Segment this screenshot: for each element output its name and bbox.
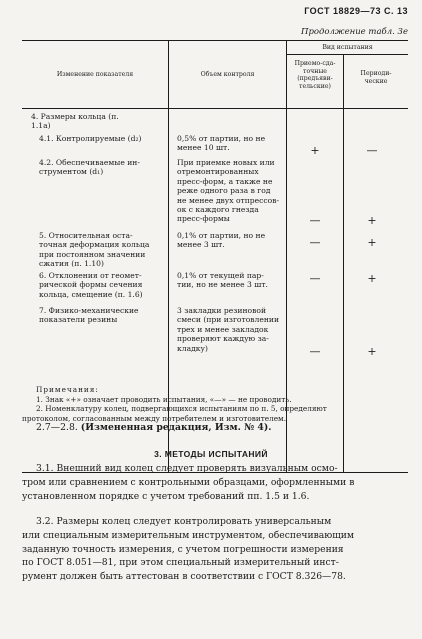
table-row-scope: 3 закладки резиновой смеси (при изготовлении трех и менее закладок проверяют каждую за- кладку) bbox=[177, 306, 280, 353]
table-notes bbox=[22, 385, 411, 423]
col-header-acceptance: Приемо-сда- точные (предъяви- тельские) bbox=[294, 60, 336, 90]
table-continuation-caption: Продолжение табл. 3е bbox=[301, 27, 408, 37]
note-2: 2. Номенклатуру колец, подвергающихся испытаниям по п. 5, определяют bbox=[36, 404, 327, 413]
table-row-indicator: 5. Относительная оста- точная деформация кольца при постоянном значении сжатия (п. 1.10) bbox=[39, 231, 150, 269]
col-header-test-kind: Вид испытания bbox=[322, 44, 373, 51]
amendment-note bbox=[36, 422, 272, 433]
table-top-rule bbox=[22, 40, 408, 41]
section-title: 3. МЕТОДЫ ИСПЫТАНИЙ bbox=[154, 449, 268, 459]
note-2-cont: протоколом, согласованным между потребителем и изготовителем. bbox=[22, 413, 287, 423]
acceptance-mark: — bbox=[309, 272, 321, 285]
table-row-indicator: 4. Размеры кольца (п. 1.1а) bbox=[31, 112, 119, 131]
acceptance-mark: — bbox=[309, 345, 321, 358]
periodic-mark: + bbox=[367, 272, 377, 285]
table-header-rule bbox=[22, 108, 408, 109]
table-row-indicator: 4.2. Обеспечиваемые ин- струментом (d₁) bbox=[39, 158, 140, 177]
periodic-mark: + bbox=[367, 214, 377, 227]
periodic-mark: + bbox=[367, 236, 377, 249]
table-row-scope: 0,1% от партии, но не менее 3 шт. bbox=[177, 231, 266, 250]
notes-title: Примечания: bbox=[36, 385, 99, 394]
table-row-scope: При приемке новых или отремонтированных пресс-форм, а также не реже одного раза в год не менее двух отпрессов- ок с каждого гнезда пресс-формы bbox=[177, 158, 280, 224]
table-row-indicator: 4.1. Контролируемые (d₂) bbox=[39, 134, 142, 143]
col-header-indicator: Изменение показателя bbox=[56, 71, 134, 78]
table-row-scope: 0,1% от текущей пар- тии, но не менее 3 шт. bbox=[177, 271, 268, 290]
page-header: ГОСТ 18829—73 С. 13 bbox=[304, 6, 408, 16]
test-kind-rule bbox=[286, 54, 408, 55]
amendment-clauses: 2.7—2.8. bbox=[36, 422, 78, 433]
table-row-scope: 0,5% от партии, но не менее 10 шт. bbox=[177, 134, 266, 153]
amendment-text: (Измененная редакция, Изм. № 4). bbox=[80, 422, 272, 433]
table-row-indicator: 7. Физико-механические показатели резины bbox=[39, 306, 139, 325]
acceptance-mark: — bbox=[309, 236, 321, 249]
paragraph-3-2: 3.2. Размеры колец следует контролировать универсальным или специальным измерительным инструментом, обеспечивающим заданную точность измерения, с учетом погрешности измерения по ГОСТ 8.051—81, при этом специальный измерительный инст- румент должен быть аттестован в соответствии с ГОСТ 8.326—78. bbox=[22, 516, 355, 583]
periodic-mark: + bbox=[367, 345, 377, 358]
acceptance-mark: — bbox=[309, 214, 321, 227]
paragraph-3-1: 3.1. Внешний вид колец следует проверять визуальным осмо- тром или сравнением с контрольными образцами, оформленными в установленном порядке с учетом требований пп. 1.5 и 1.6. bbox=[22, 463, 355, 502]
note-1: 1. Знак «+» означает проводить испытания, «—» — не проводить. bbox=[36, 394, 292, 404]
col-header-scope: Объем контроля bbox=[200, 71, 255, 78]
periodic-mark: — bbox=[366, 144, 378, 157]
table-row-indicator: 6. Отклонения от геомет- рической формы сечения кольца, смещение (п. 1.6) bbox=[39, 271, 143, 299]
acceptance-mark: + bbox=[310, 144, 320, 157]
col-header-periodic: Периоди- ческие bbox=[360, 70, 392, 85]
